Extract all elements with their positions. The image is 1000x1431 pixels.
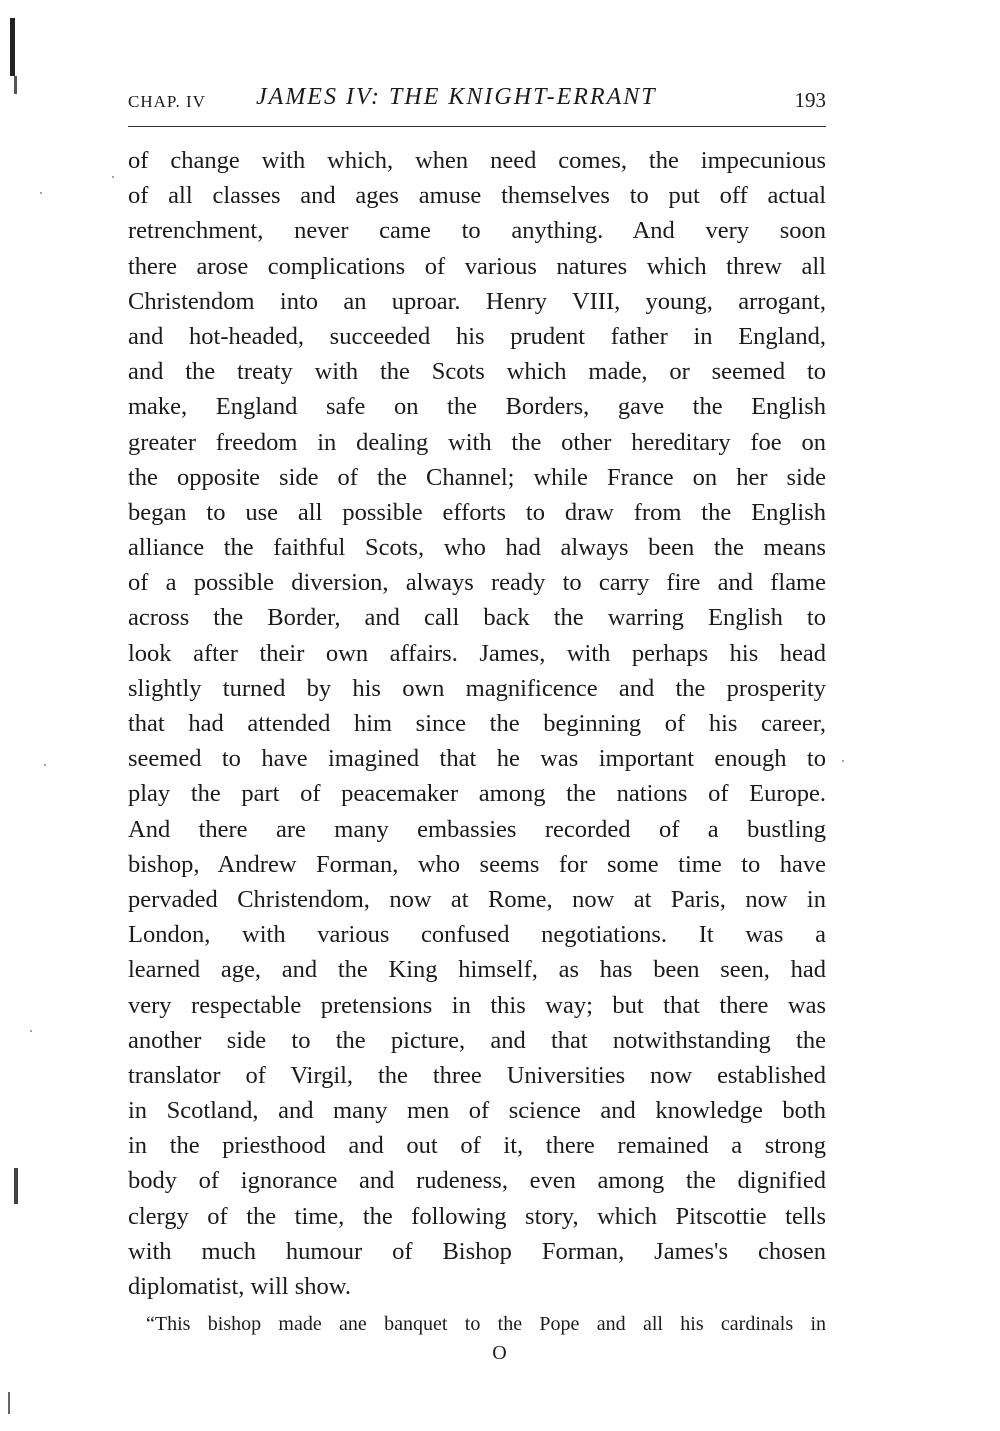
text-line: of all classes and ages amuse themselves to put off actual [128, 182, 826, 210]
chapter-title: JAMES IV: THE KNIGHT-ERRANT [256, 84, 657, 110]
scan-edge-mark [14, 1168, 18, 1204]
text-line: and the treaty with the Scots which made, or seemed to [128, 358, 826, 386]
text-line: look after their own affairs. James, with perhaps his head [128, 639, 826, 667]
text-line: retrenchment, never came to anything. And very soon [128, 217, 826, 245]
text-line: of change with which, when need comes, the impecunious [128, 147, 826, 174]
text-line: slightly turned by his own magnificence and the prosperity [128, 674, 826, 702]
chapter-label: CHAP. IV [128, 92, 206, 111]
text-line: Christendom into an uproar. Henry VIII, young, arrogant, [128, 287, 826, 315]
scan-speck [842, 760, 844, 762]
running-head [128, 84, 826, 114]
text-line: another side to the picture, and that notwithstanding the [128, 1026, 826, 1054]
text-line: greater freedom in dealing with the other hereditary foe on [128, 428, 826, 456]
text-line: alliance the faithful Scots, who had always been the means [128, 534, 826, 562]
text-line: play the part of peacemaker among the nations of Europe. [128, 780, 826, 808]
text-line: seemed to have imagined that he was important enough to [128, 745, 826, 773]
scan-edge-mark [8, 1392, 10, 1414]
text-line: and hot-headed, succeeded his prudent father in England, [128, 322, 826, 350]
text-line: began to use all possible efforts to draw from the English [128, 498, 826, 526]
text-line: the opposite side of the Channel; while France on her side [128, 463, 826, 491]
body-text [128, 143, 826, 1304]
text-line: across the Border, and call back the warring English to [128, 604, 826, 632]
text-line: London, with various confused negotiations. It was a [128, 921, 826, 949]
scan-speck [44, 764, 46, 766]
text-line: of a possible diversion, always ready to carry fire and flame [128, 569, 826, 597]
text-line: in Scotland, and many men of science and knowledge both [128, 1097, 826, 1125]
scan-speck [30, 1030, 32, 1032]
text-line: And there are many embassies recorded of a bustling [128, 815, 826, 843]
text-line: with much humour of Bishop Forman, James's chosen [128, 1237, 826, 1265]
text-line: clergy of the time, the following story, which Pitscottie tells [128, 1202, 826, 1230]
text-line: diplomatist, will show. [128, 1273, 352, 1300]
page-number: 193 [794, 88, 826, 112]
text-line: learned age, and the King himself, as has been seen, had [128, 956, 826, 984]
header-rule [128, 126, 826, 127]
text-line: bishop, Andrew Forman, who seems for some time to have [128, 850, 826, 878]
scan-edge-mark [10, 18, 15, 76]
scan-edge-mark [14, 76, 17, 94]
text-line: translator of Virgil, the three Universities now established [128, 1061, 826, 1089]
text-line: very respectable pretensions in this way; but that there was [128, 991, 826, 1019]
text-line: body of ignorance and rudeness, even among the dignified [128, 1167, 826, 1195]
text-line: that had attended him since the beginning of his career, [128, 710, 826, 737]
text-line: make, England safe on the Borders, gave the English [128, 393, 826, 421]
text-line: in the priesthood and out of it, there remained a strong [128, 1132, 826, 1160]
text-line: there arose complications of various natures which threw all [128, 252, 826, 280]
quotation-line: “This bishop made ane banquet to the Pope and all his cardinals in [146, 1313, 826, 1335]
signature-mark: O [492, 1342, 508, 1364]
scan-speck [112, 176, 114, 178]
scan-speck [40, 192, 42, 194]
text-line: pervaded Christendom, now at Rome, now at Paris, now in [128, 885, 826, 913]
